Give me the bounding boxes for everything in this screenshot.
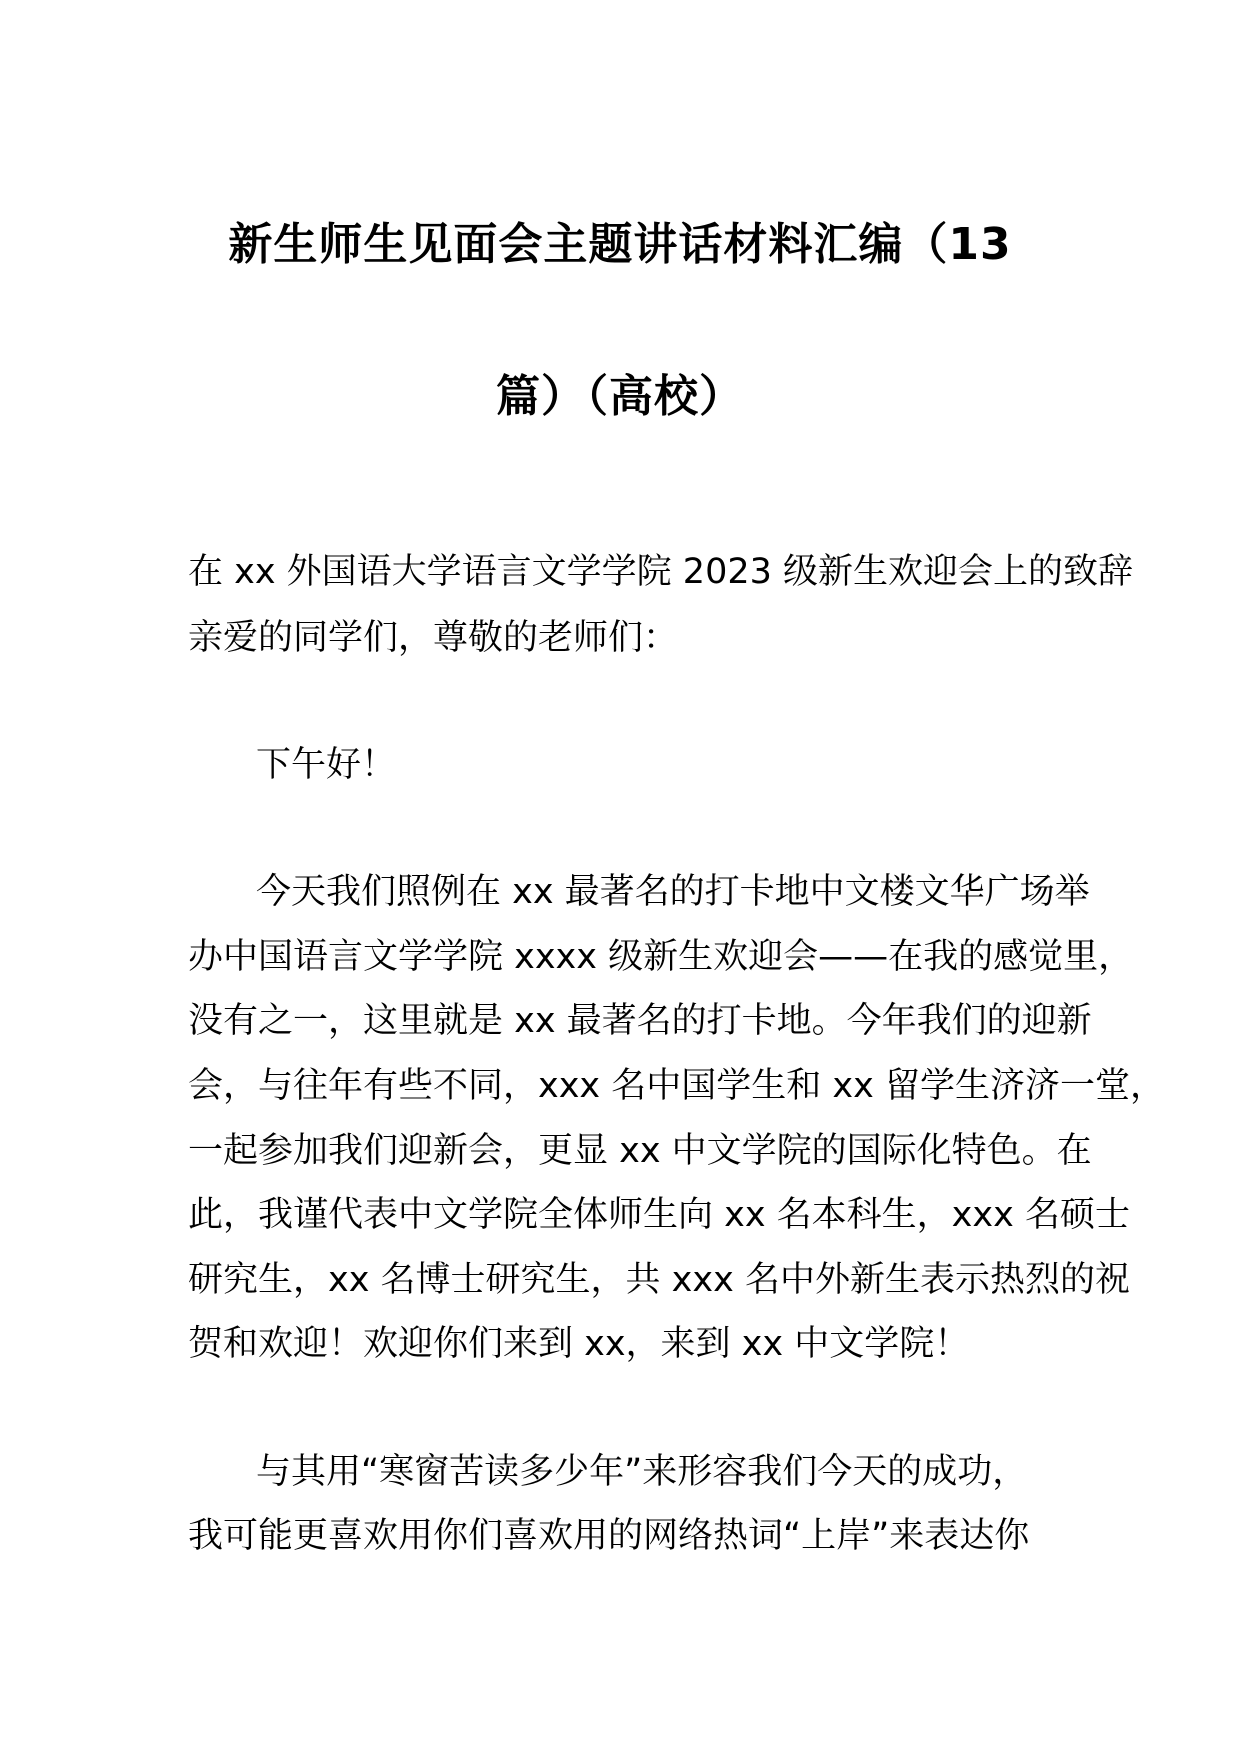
speech-heading: 在 xx 外国语大学语言文学学院 2023 级新生欢迎会上的致辞	[188, 552, 1134, 592]
paragraph-line: 研究生，xx 名博士研究生，共 xxx 名中外新生表示热烈的祝	[188, 1260, 1130, 1300]
salutation: 亲爱的同学们，尊敬的老师们：	[188, 618, 679, 658]
document-title-line-1: 新生师生见面会主题讲话材料汇编（13	[228, 219, 1012, 270]
paragraph-line: 此，我谨代表中文学院全体师生向 xx 名本科生，xxx 名硕士	[188, 1195, 1130, 1235]
paragraph-line: 一起参加我们迎新会，更显 xx 中文学院的国际化特色。在	[188, 1131, 1092, 1171]
paragraph-line: 办中国语言文学学院 xxxx 级新生欢迎会——在我的感觉里，	[188, 937, 1134, 977]
paragraph-line: 没有之一，这里就是 xx 最著名的打卡地。今年我们的迎新	[188, 1001, 1092, 1041]
paragraph-line: 会，与往年有些不同，xxx 名中国学生和 xx 留学生济济一堂，	[188, 1066, 1165, 1106]
paragraph-line: 今天我们照例在 xx 最著名的打卡地中文楼文华广场举	[256, 872, 1090, 912]
paragraph-line: 我可能更喜欢用你们喜欢用的网络热词“上岸”来表达你	[188, 1516, 1030, 1556]
paragraph-line: 与其用“寒窗苦读多少年”来形容我们今天的成功，	[256, 1452, 1028, 1492]
greeting: 下午好！	[256, 745, 397, 785]
paragraph-line: 贺和欢迎！欢迎你们来到 xx，来到 xx 中文学院！	[188, 1324, 970, 1364]
document-title-line-2: 篇）（高校）	[496, 371, 744, 422]
